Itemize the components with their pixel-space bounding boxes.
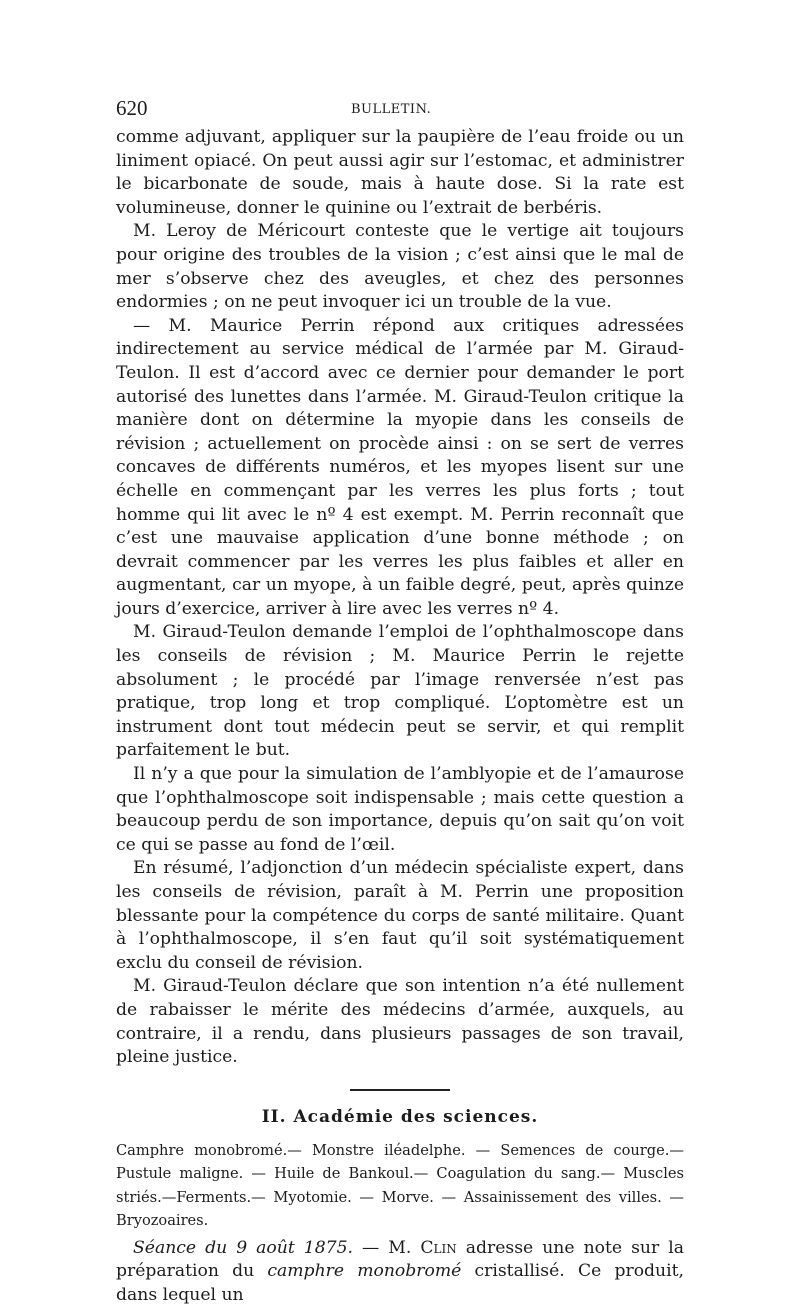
document-page	[116, 96, 684, 1308]
paragraph-4: M. Giraud-Teulon demande l’emploi de l’ophthalmoscope dans les conseils de révision ; M. Maurice Perrin le rejette absolument ; le procédé par l’image renversée n’est pas pratique, trop long et trop compliqué. L’optomètre est un instrument dont tout médecin peut se servir, et qui remplit parfaitement le but.	[116, 622, 684, 761]
session-text-b: cristallisé. Ce produit, dans lequel un	[116, 1261, 684, 1305]
paragraph-6: En résumé, l’adjonction d’un médecin spécialiste expert, dans les conseils de révision, paraît à M. Perrin une proposition blessante pour la compétence du corps de santé militaire. Quant à l’ophthalmoscope, il s’en faut qu’il soit systématiquement exclu du conseil de révision.	[116, 858, 684, 973]
session-paragraph	[116, 1237, 684, 1308]
page-number: 620	[116, 96, 148, 120]
paragraph-3: — M. Maurice Perrin répond aux critiques adressées indirectement au service médical de l’armée par M. Giraud-Teulon. Il est d’accord avec ce dernier pour demander le port autorisé des lunettes dans l’armée. M. Giraud-Teulon critique la manière dont on détermine la myopie dans les conseils de révision ; actuellement on procède ainsi : on se sert de verres concaves de différents numéros, et les myopes lisent sur une échelle en commençant par les verres les plus forts ; tout homme qui lit avec le nº 4 est exempt. M. Perrin reconnaît que c’est une mauvaise application d’une bonne méthode ; on devrait commencer par les verres les plus faibles et aller en augmentant, car un myope, à un faible degré, peut, après quinze jours d’exercice, arriver à lire avec les verres nº 4.	[116, 315, 684, 619]
running-head: BULLETIN.	[351, 102, 432, 117]
paragraph-1: comme adjuvant, appliquer sur la paupière de l’eau froide ou un liniment opiacé. On peut aussi agir sur l’estomac, et administrer le bicarbonate de soude, mais à haute dose. Si la rate est volumineuse, donner le quinine ou l’extrait de berbéris.	[116, 127, 684, 218]
section-summary: Camphre monobromé.— Monstre iléadelphe. — Semences de courge.— Pustule maligne. — Huile de Bankoul.— Coagulation du sang.— Muscles striés.—Ferments.— Myotomie. — Morve. — Assainissement des villes. — Bryozoaires.	[116, 1141, 684, 1230]
paragraph-2: M. Leroy de Méricourt conteste que le vertige ait toujours pour origine des troubles de la vision ; c’est ainsi que le mal de mer s’observe chez des aveugles, et chez des personnes endormies ; on ne peut invoquer ici un trouble de la vue.	[116, 221, 684, 313]
session-text-a: adresse une note sur la préparation du	[116, 1237, 684, 1282]
paragraph-7: M. Giraud-Teulon déclare que son intention n’a été nullement de rabaisser le mérite des médecins d’armée, auxquels, au contraire, il a rendu, dans plusieurs passages de son travail, pleine justice.	[116, 976, 684, 1068]
session-term: camphre monobromé	[267, 1261, 462, 1282]
session-dash: — M.	[352, 1237, 421, 1258]
session-date: Séance du 9 août 1875.	[133, 1237, 353, 1258]
paragraph-5: Il n’y a que pour la simulation de l’amblyopie et de l’amaurose que l’ophthalmoscope soit indispensable ; mais cette question a beaucoup perdu de son importance, depuis qu’on sait qu’on voit ce qui se passe au fond de l’œil.	[116, 764, 684, 855]
section-divider	[350, 1089, 450, 1091]
section-title: II. Académie des sciences.	[261, 1106, 539, 1127]
session-author: Clin	[420, 1237, 457, 1258]
page-header	[116, 96, 684, 126]
